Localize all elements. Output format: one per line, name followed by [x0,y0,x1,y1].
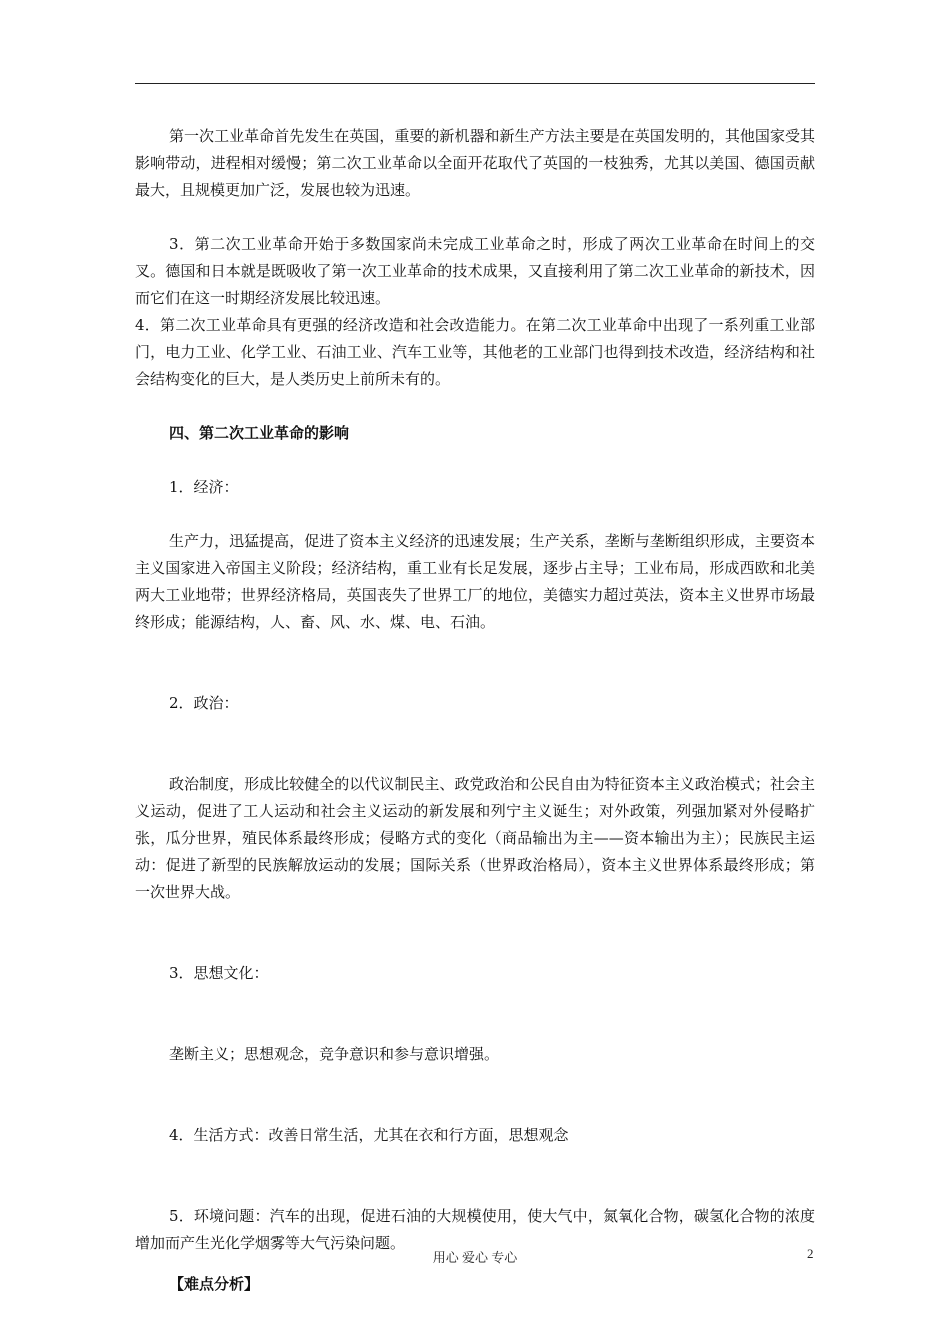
paragraph-politics: 政治制度，形成比较健全的以代议制民主、政党政治和公民自由为特征资本主义政治模式；社会主义运动，促进了工人运动和社会主义运动的新发展和列宁主义诞生；对外政策，列强加紧对外侵略扩张，瓜分世界，殖民体系最终形成；侵略方式的变化（商品输出为主——资本输出为主）；民族民主运动：促进了新型的民族解放运动的发展；国际关系（世界政治格局），资本主义世界体系最终形成；第一次世界大战。 [135,775,815,901]
paragraph-culture: 垄断主义；思想观念，竞争意识和参与意识增强。 [169,1045,500,1063]
heading-difficulty-analysis: 【难点分析】 [169,1275,260,1293]
header-rule [135,83,815,84]
document-body [135,123,815,1298]
paragraph-point-3: 3．第二次工业革命开始于多数国家尚未完成工业革命之时，形成了两次工业革命在时间上的交叉。德国和日本就是既吸收了第一次工业革命的技术成果，又直接利用了第二次工业革命的新技术，因而它们在这一时期经济发展比较迅速。 [135,235,815,307]
footer-slogan: 用心 爱心 专心 [432,1250,518,1265]
paragraph-first-vs-second-revolution: 第一次工业革命首先发生在英国，重要的新机器和新生产方法主要是在英国发明的，其他国家受其影响带动，进程相对缓慢；第二次工业革命以全面开花取代了英国的一枝独秀，尤其以美国、德国贡献最大，且规模更加广泛，发展也较为迅速。 [135,127,815,199]
section-heading-impact: 四、第二次工业革命的影响 [169,424,350,442]
subheading-culture: 3．思想文化： [169,964,269,982]
paragraph-point-4: 4．第二次工业革命具有更强的经济改造和社会改造能力。在第二次工业革命中出现了一系列重工业部门，电力工业、化学工业、石油工业、汽车工业等，其他老的工业部门也得到技术改造，经济结构和社会结构变化的巨大，是人类历史上前所未有的。 [135,316,815,388]
subheading-economy: 1．经济： [169,478,239,496]
subheading-lifestyle: 4．生活方式：改善日常生活，尤其在衣和行方面，思想观念 [169,1126,569,1144]
page-number: 2 [807,1246,814,1261]
subheading-politics: 2．政治： [169,694,239,712]
paragraph-economy: 生产力，迅猛提高，促进了资本主义经济的迅速发展；生产关系，垄断与垄断组织形成，主要资本主义国家进入帝国主义阶段；经济结构，重工业有长足发展，逐步占主导；工业布局，形成西欧和北美两大工业地带；世界经济格局，英国丧失了世界工厂的地位，美德实力超过英法，资本主义世界市场最终形成；能源结构，人、畜、风、水、煤、电、石油。 [135,532,815,631]
paragraph-environment: 5．环境问题：汽车的出现，促进石油的大规模使用，使大气中，氮氧化合物，碳氢化合物的浓度增加而产生光化学烟雾等大气污染问题。 [135,1207,815,1252]
